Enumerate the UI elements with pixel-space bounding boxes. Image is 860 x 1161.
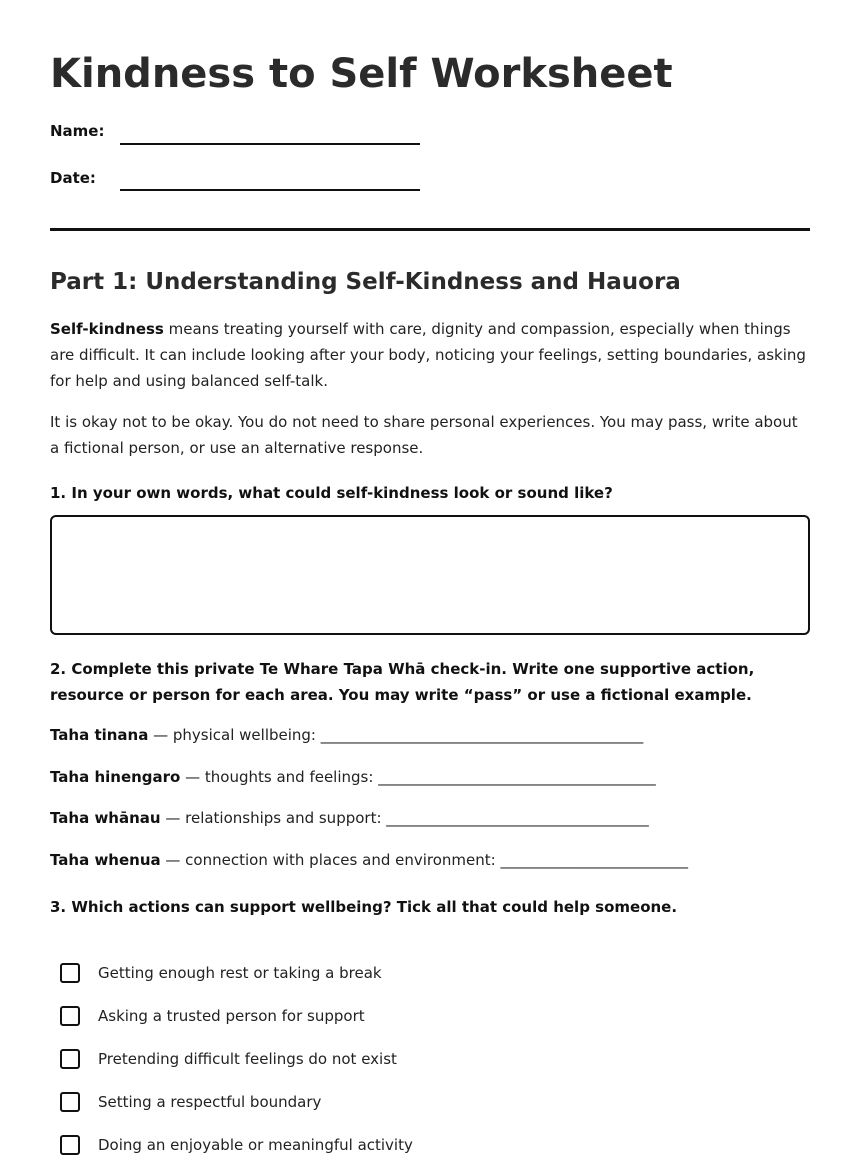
area-desc: — relationships and support: — [160, 809, 387, 827]
area-name: Taha tinana — [50, 726, 149, 744]
checkbox-label: Setting a respectful boundary — [98, 1093, 322, 1111]
area-desc: — physical wellbeing: — [148, 726, 321, 744]
checkbox-label: Getting enough rest or taking a break — [98, 964, 382, 982]
question-1: 1. In your own words, what could self-kindness look or sound like? — [50, 484, 613, 502]
area-row — [50, 724, 810, 746]
name-label: Name: — [50, 122, 105, 140]
checkbox[interactable] — [60, 1049, 80, 1069]
checkbox[interactable] — [60, 1135, 80, 1155]
checkbox-label: Pretending difficult feelings do not exist — [98, 1050, 397, 1068]
checkbox-label: Doing an enjoyable or meaningful activity — [98, 1136, 413, 1154]
area-blank[interactable]: _____________________________________ — [378, 768, 656, 786]
checkbox-option[interactable] — [60, 961, 382, 985]
question-3: 3. Which actions can support wellbeing? Tick all that could help someone. — [50, 898, 678, 916]
checkbox-option[interactable] — [60, 1004, 365, 1028]
area-desc: — thoughts and feelings: — [180, 768, 379, 786]
page-title: Kindness to Self Worksheet — [50, 51, 673, 97]
name-field[interactable] — [120, 143, 420, 145]
question-1-answer-box[interactable] — [50, 515, 810, 635]
checkbox-label: Asking a trusted person for support — [98, 1007, 365, 1025]
checkbox[interactable] — [60, 963, 80, 983]
intro-term: Self-kindness — [50, 320, 164, 338]
intro-text: means treating yourself with care, dignity and compassion, especially when things are difficult. It can include looking after your body, noticing your feelings, setting boundaries, asking for help and using balanced self-talk. — [50, 320, 806, 390]
checkbox-option[interactable] — [60, 1133, 413, 1157]
area-row — [50, 807, 810, 829]
area-row — [50, 849, 810, 871]
area-row — [50, 766, 810, 788]
question-2: 2. Complete this private Te Whare Tapa Whā check-in. Write one supportive action, resource or person for each area. You may write “pass” or use a fictional example. — [50, 660, 755, 704]
area-desc: — connection with places and environment: — [160, 851, 501, 869]
date-field[interactable] — [120, 189, 420, 191]
area-blank[interactable]: _________________________ — [500, 851, 688, 869]
area-name: Taha hinengaro — [50, 768, 181, 786]
area-blank[interactable]: ___________________________________________ — [320, 726, 644, 744]
section-divider — [50, 228, 810, 231]
part1-heading: Part 1: Understanding Self-Kindness and Hauora — [50, 269, 681, 295]
area-blank[interactable]: ___________________________________ — [386, 809, 649, 827]
checkbox[interactable] — [60, 1092, 80, 1112]
note-paragraph: It is okay not to be okay. You do not need to share personal experiences. You may pass, write about a fictional person, or use an alternative response. — [50, 413, 798, 457]
checkbox[interactable] — [60, 1006, 80, 1026]
checkbox-option[interactable] — [60, 1047, 397, 1071]
intro-paragraph — [50, 316, 810, 394]
date-label: Date: — [50, 169, 96, 187]
area-name: Taha whenua — [50, 851, 161, 869]
checkbox-option[interactable] — [60, 1090, 321, 1114]
area-name: Taha whānau — [50, 809, 161, 827]
